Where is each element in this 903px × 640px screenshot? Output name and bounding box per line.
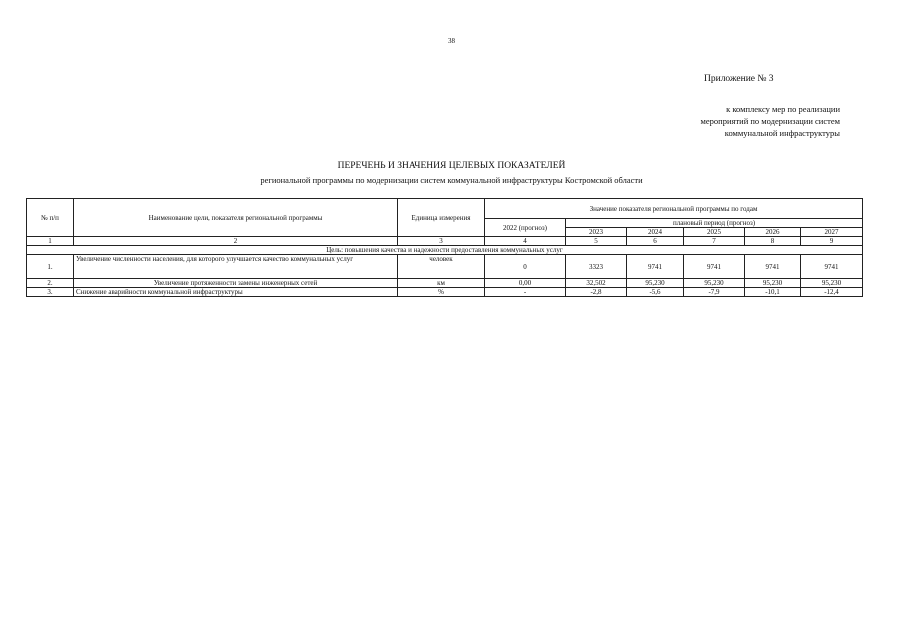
table-row (27, 255, 863, 279)
header-2022: 2022 (прогноз) (485, 219, 566, 237)
header-value: Значение показателя региональной программы по годам (485, 199, 863, 219)
column-number: 6 (627, 237, 684, 246)
page-number: 38 (448, 37, 455, 45)
column-number: 2 (74, 237, 398, 246)
row-value-2022: - (485, 288, 566, 297)
row-value: 32,502 (566, 279, 627, 288)
row-name: Снижение аварийности коммунальной инфраструктуры (74, 288, 398, 297)
row-value: 95,230 (684, 279, 745, 288)
header-name: Наименование цели, показателя региональной программы (74, 199, 398, 237)
row-number: 1. (27, 255, 74, 279)
row-value: 3323 (566, 255, 627, 279)
header-year: 2023 (566, 228, 627, 237)
document-title: ПЕРЕЧЕНЬ И ЗНАЧЕНИЯ ЦЕЛЕВЫХ ПОКАЗАТЕЛЕЙ (337, 161, 566, 171)
row-value: 9741 (745, 255, 801, 279)
subtitle-line: мероприятий по модернизации систем (700, 116, 840, 126)
row-name: Увеличение протяженности замены инженерных сетей (74, 279, 398, 288)
row-value: -10,1 (745, 288, 801, 297)
row-value-2022: 0,00 (485, 279, 566, 288)
column-number: 1 (27, 237, 74, 246)
header-year: 2026 (745, 228, 801, 237)
column-number: 8 (745, 237, 801, 246)
header-number: № п/п (27, 199, 74, 237)
row-value: 95,230 (627, 279, 684, 288)
row-number: 3. (27, 288, 74, 297)
row-value-2022: 0 (485, 255, 566, 279)
row-number: 2. (27, 279, 74, 288)
row-unit: км (398, 279, 485, 288)
header-period: плановый период (прогноз) (566, 219, 863, 228)
row-value: -2,8 (566, 288, 627, 297)
row-value: -5,6 (627, 288, 684, 297)
row-unit: % (398, 288, 485, 297)
appendix-subtitle (640, 103, 840, 139)
row-value: 9741 (627, 255, 684, 279)
column-number: 7 (684, 237, 745, 246)
header-year: 2027 (801, 228, 863, 237)
subtitle-line: к комплексу мер по реализации (726, 104, 840, 114)
subtitle-line: коммунальной инфраструктуры (724, 128, 840, 138)
document-subtitle: региональной программы по модернизации систем коммунальной инфраструктуры Костромской области (260, 175, 643, 185)
header-year: 2024 (627, 228, 684, 237)
column-number: 4 (485, 237, 566, 246)
indicators-table (26, 198, 863, 297)
column-number: 3 (398, 237, 485, 246)
table-row (27, 279, 863, 288)
goal-row: Цель: повышения качества и надежности предоставления коммунальных услуг (27, 246, 863, 255)
row-value: -7,9 (684, 288, 745, 297)
row-value: 95,230 (745, 279, 801, 288)
appendix-label: Приложение № 3 (704, 74, 774, 84)
table-row (27, 288, 863, 297)
row-value: 9741 (684, 255, 745, 279)
row-value: -12,4 (801, 288, 863, 297)
row-name: Увеличение численности населения, для которого улучшается качество коммунальных услуг (74, 255, 398, 279)
row-value: 9741 (801, 255, 863, 279)
header-unit: Единица измерения (398, 199, 485, 237)
row-unit: человек (398, 255, 485, 279)
column-number: 9 (801, 237, 863, 246)
row-value: 95,230 (801, 279, 863, 288)
header-year: 2025 (684, 228, 745, 237)
column-number: 5 (566, 237, 627, 246)
